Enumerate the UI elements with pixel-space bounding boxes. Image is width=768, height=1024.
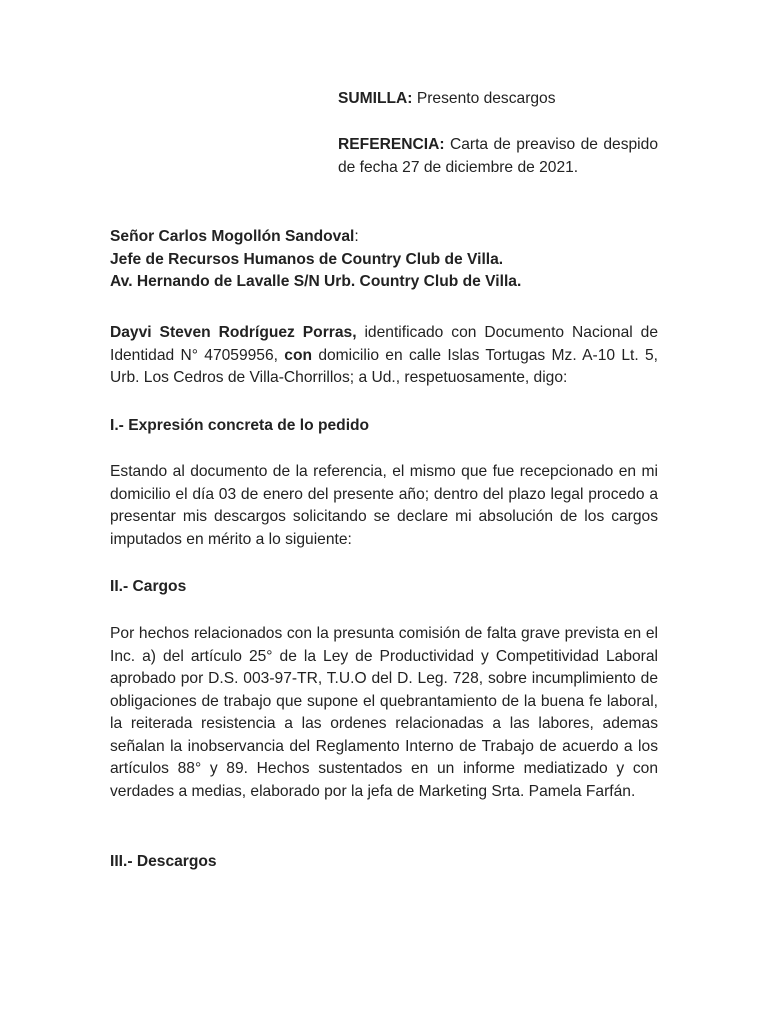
addressee-line-1 <box>110 226 658 249</box>
sumilla-text: Presento descargos <box>412 90 556 107</box>
section-2-paragraph: Por hechos relacionados con la presunta comisión de falta grave prevista en el Inc. a) del artículo 25° de la Ley de Productividad y Competitividad Laboral aprobado por D.S. 003-97-TR, T.U.O del D. Leg. 728, sobre incumplimiento de obligaciones de trabajo que supone el quebrantamiento de la buena fe laboral, la reiterada resistencia a las ordenes relacionadas a las labores, ademas señalan la inobservancia del Reglamento Interno de Trabajo de acuerdo a los artículos 88° y 89. Hechos sustentados en un informe mediatizado y con verdades a medias, elaborado por la jefa de Marketing Srta. Pamela Farfán. <box>110 625 658 800</box>
referencia-text: Carta de preaviso de despido de fecha 27 de diciembre de 2021. <box>338 136 658 176</box>
addressee-colon: : <box>354 228 359 245</box>
intro-part-2: domicilio en calle Islas Tortugas Mz. A-10 Lt. 5, Urb. Los Cedros de Villa-Chorrillos; a Ud., respetuosamente, digo: <box>110 346 658 386</box>
addressee-name: Señor Carlos Mogollón Sandoval <box>110 228 355 245</box>
intro-part-1: identificado con Documento Nacional de Identidad N° 47059956, <box>110 324 658 364</box>
referencia-block <box>338 134 658 179</box>
section-2-heading: II.- Cargos <box>110 578 187 595</box>
intro-name: Dayvi Steven Rodríguez Porras, <box>110 324 357 341</box>
intro-paragraph <box>110 322 658 390</box>
addressee-block <box>110 226 658 294</box>
addressee-line-3: Av. Hernando de Lavalle S/N Urb. Country Club de Villa. <box>110 273 522 290</box>
sumilla-line <box>338 88 658 111</box>
section-1-heading: I.- Expresión concreta de lo pedido <box>110 417 370 434</box>
referencia-label: REFERENCIA: <box>338 136 445 153</box>
addressee-line-2: Jefe de Recursos Humanos de Country Club de Villa. <box>110 250 504 268</box>
sumilla-label: SUMILLA: <box>338 90 413 107</box>
intro-con: con <box>284 346 313 364</box>
section-3-heading: III.- Descargos <box>110 853 217 870</box>
section-1-paragraph: Estando al documento de la referencia, el mismo que fue recepcionado en mi domicilio el día 03 de enero del presente año; dentro del plazo legal procedo a presentar mis descargos solicitando se declare mi absolución de los cargos imputados en mérito a lo siguiente: <box>110 463 658 548</box>
